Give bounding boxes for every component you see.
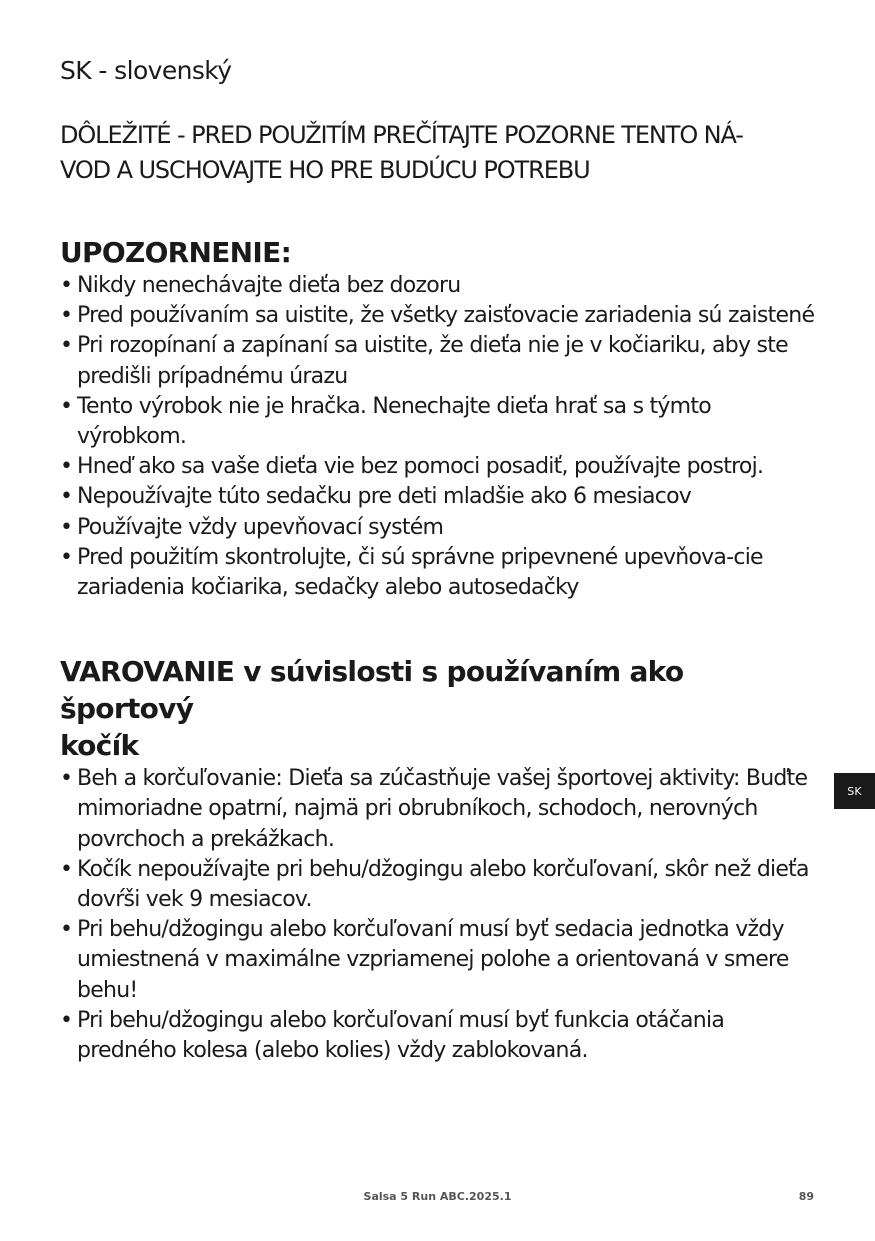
list-item: • Pred použitím skontrolujte, či sú správne pripevnené upevňova-cie zariadenia kočiarika, sedačky alebo autosedačky [60,544,763,601]
list-item: • Kočík nepoužívajte pri behu/džogingu alebo korčuľovaní, skôr než dieťa dovŕši vek 9 mesiacov. [60,856,809,913]
sport-section-title-line-1: VAROVANIE v súvislosti s používaním ako športový [60,655,684,726]
warning-section-title: UPOZORNENIE: [60,236,292,269]
important-notice [60,118,820,188]
list-item: • Tento výrobok nie je hračka. Nenechajte dieťa hrať sa s týmto výrobkom. [60,393,711,450]
footer-document-id: Salsa 5 Run ABC.2025.1 [363,1190,512,1203]
list-item: • Používajte vždy upevňovací systém [60,514,444,540]
sport-warning-list [60,764,820,1066]
list-item: • Pri behu/džogingu alebo korčuľovaní musí byť funkcia otáčania predného kolesa (alebo kolies) vždy zablokovaná. [60,1007,725,1064]
sport-section-title-line-2: kočík [60,729,139,763]
warning-list [60,271,820,603]
page-content [60,54,820,1066]
list-item: • Nikdy nenechávajte dieťa bez dozoru [60,273,461,298]
language-heading: SK - slovenský [60,56,232,85]
list-item: • Nepoužívajte túto sedačku pre deti mladšie ako 6 mesiacov [60,484,692,510]
important-notice-line-2: VOD A USCHOVAJTE HO PRE BUDÚCU POTREBU [60,156,590,184]
language-tab: SK [834,773,875,809]
important-notice-line-1: DÔLEŽITÉ - PRED POUŽITÍM PREČÍTAJTE POZORNE TENTO NÁ- [60,121,743,149]
list-item: • Pri rozopínaní a zapínaní sa uistite, že dieťa nie je v kočiariku, aby ste predišli prípadnému úrazu [60,333,788,389]
footer-page-number: 89 [798,1190,814,1203]
list-item: • Beh a korčuľovanie: Dieťa sa zúčastňuje vašej športovej aktivity: Buďte mimoriadne opatrní, najmä pri obrubníkoch, schodoch, nerovných povrchoch a prekážkach. [60,766,808,852]
list-item: • Pred používaním sa uistite, že všetky zaisťovacie zariadenia sú zaistené [60,303,815,329]
list-item: • Pri behu/džogingu alebo korčuľovaní musí byť sedacia jednotka vždy umiestnená v maximálne vzpriamenej polohe a orientovaná v smere behu! [60,917,789,1003]
list-item: • Hneď ako sa vaše dieťa vie bez pomoci posadiť, používajte postroj. [60,454,764,480]
sport-section-title [60,653,820,764]
